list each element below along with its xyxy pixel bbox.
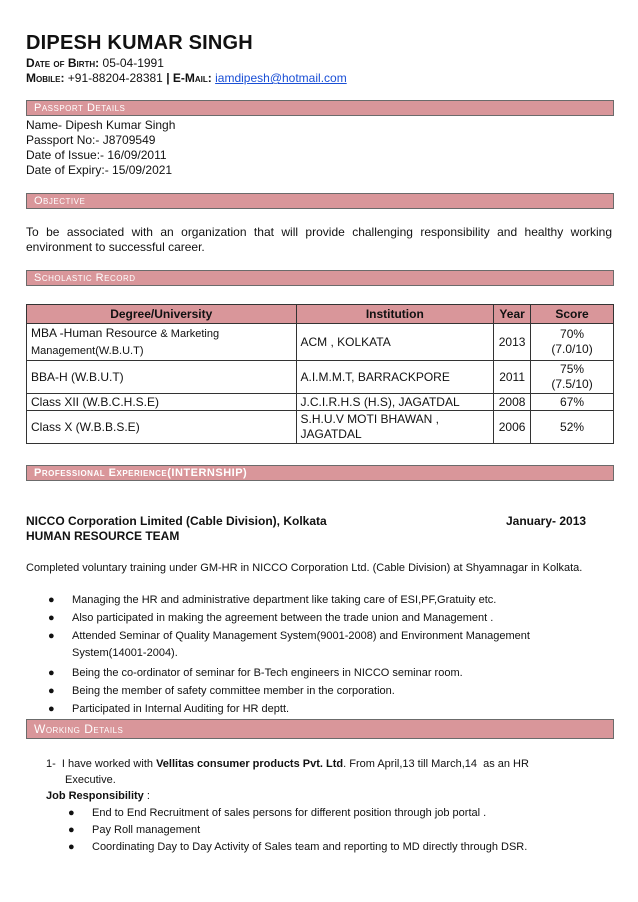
email-link[interactable]: iamdipesh@hotmail.com <box>215 71 347 85</box>
table-row <box>27 411 614 444</box>
score-cell: 52% <box>531 411 614 444</box>
section-bar-passport <box>26 100 614 116</box>
bullet-icon: ● <box>68 807 75 819</box>
working-bullets <box>54 805 594 856</box>
year-cell: 2008 <box>494 394 531 411</box>
list-item <box>54 839 594 856</box>
list-item-text: Participated in Internal Auditing for HR deptt. <box>72 703 290 715</box>
section-heading-objective: Objective <box>34 195 86 207</box>
section-heading-experience: Professional Experience(INTERNSHIP) <box>34 467 248 479</box>
score-cgpa: (7.0/10) <box>551 342 593 356</box>
internship-date: January- 2013 <box>506 514 587 528</box>
list-item-text: Pay Roll management <box>92 824 201 836</box>
score-cell <box>531 361 614 394</box>
institution-text: JAGATDAL <box>300 427 362 441</box>
score-cell: 67% <box>531 394 614 411</box>
list-item-text: Being the co-ordinator of seminar for B-Tech engineers in NICCO seminar room. <box>72 667 463 679</box>
section-bar-objective <box>26 193 614 209</box>
mobile-label: Mobile: <box>26 71 65 85</box>
list-item-text: Attended Seminar of Quality Management System(9001-2008) and Environment Management System(14001-2004). <box>72 630 530 659</box>
working-item-prefix: 1- I have worked with <box>46 758 157 770</box>
list-item <box>34 683 564 700</box>
mobile-value: +91-88204-28381 <box>64 71 163 85</box>
dob-line <box>26 56 164 70</box>
company-name: NICCO Corporation Limited (Cable Division), Kolkata <box>26 514 327 528</box>
bullet-icon: ● <box>48 685 55 697</box>
section-heading-passport: Passport Details <box>34 102 126 114</box>
section-bar-working <box>26 719 614 739</box>
job-responsibility-line <box>46 790 150 802</box>
year-cell: 2006 <box>494 411 531 444</box>
section-heading-working: Working Details <box>34 722 124 736</box>
section-heading-scholastic: Scholastic Record <box>34 272 136 284</box>
contact-separator: | <box>162 71 173 85</box>
passport-number: Passport No:- J8709549 <box>26 133 156 147</box>
degree-text: & Marketing <box>160 328 220 340</box>
table-row <box>27 394 614 411</box>
bullet-icon: ● <box>68 841 75 853</box>
section-bar-experience <box>26 465 614 481</box>
col-header-degree: Degree/University <box>27 305 297 324</box>
bullet-icon: ● <box>48 667 55 679</box>
candidate-name: DIPESH KUMAR SINGH <box>26 32 253 54</box>
list-item <box>34 628 564 662</box>
contact-line <box>26 71 347 85</box>
score-cell <box>531 324 614 361</box>
working-item-line1 <box>46 758 529 770</box>
col-header-institution: Institution <box>296 305 494 324</box>
bullet-icon: ● <box>48 703 55 715</box>
score-percent: 70% <box>560 327 585 341</box>
working-company: Vellitas consumer products Pvt. Ltd <box>156 758 344 770</box>
list-item-text: Being the member of safety committee member in the corporation. <box>72 685 395 697</box>
list-item-text: End to End Recruitment of sales persons for different position through job portal . <box>92 807 487 819</box>
list-item-text: Coordinating Day to Day Activity of Sales team and reporting to MD directly through DSR. <box>92 841 528 853</box>
degree-cell: BBA-H (W.B.U.T) <box>27 361 297 394</box>
objective-text: To be associated with an organization that will provide challenging responsibility and healthy working environment to successful career. <box>26 225 612 254</box>
job-responsibility-label: Job Responsibility <box>46 790 144 802</box>
table-header-row <box>27 305 614 324</box>
working-item-line2: Executive. <box>65 774 116 786</box>
table-row <box>27 361 614 394</box>
job-responsibility-colon: : <box>143 790 150 802</box>
bullet-icon: ● <box>48 612 55 624</box>
passport-issue-date: Date of Issue:- 16/09/2011 <box>26 148 167 162</box>
team-name: HUMAN RESOURCE TEAM <box>26 529 180 543</box>
email-label: E-Mail: <box>172 71 212 85</box>
degree-cell: Class X (W.B.B.S.E) <box>27 411 297 444</box>
institution-cell <box>296 411 494 444</box>
list-item <box>34 665 564 682</box>
passport-name: Name- Dipesh Kumar Singh <box>26 118 176 132</box>
degree-cell <box>27 324 297 361</box>
experience-bullets <box>34 592 564 718</box>
score-cgpa: (7.5/10) <box>551 377 593 391</box>
col-header-year: Year <box>494 305 531 324</box>
list-item-text: Managing the HR and administrative department like taking care of ESI,PF,Gratuity etc. <box>72 594 497 606</box>
scholastic-table <box>26 304 614 444</box>
institution-cell: A.I.M.M.T, BARRACKPORE <box>296 361 494 394</box>
section-bar-scholastic <box>26 270 614 286</box>
degree-cell: Class XII (W.B.C.H.S.E) <box>27 394 297 411</box>
degree-text: Management(W.B.U.T) <box>31 345 144 357</box>
internship-intro: Completed voluntary training under GM-HR in NICCO Corporation Ltd. (Cable Division) at Shyamnagar in Kolkata. <box>26 562 583 574</box>
table-row <box>27 324 614 361</box>
institution-cell: ACM , KOLKATA <box>296 324 494 361</box>
working-item-suffix: . From April,13 till March,14 as an HR <box>343 758 529 770</box>
score-percent: 75% <box>560 362 585 376</box>
dob-label: Date of Birth: <box>26 56 100 70</box>
year-cell: 2013 <box>494 324 531 361</box>
year-cell: 2011 <box>494 361 531 394</box>
bullet-icon: ● <box>68 824 75 836</box>
list-item-text: Also participated in making the agreement between the trade union and Management . <box>72 612 494 624</box>
institution-cell: J.C.I.R.H.S (H.S), JAGATDAL <box>296 394 494 411</box>
list-item <box>34 701 564 718</box>
institution-text: S.H.U.V MOTI BHAWAN , <box>300 412 439 426</box>
list-item <box>34 592 564 609</box>
bullet-icon: ● <box>48 594 55 606</box>
bullet-icon: ● <box>48 630 55 642</box>
passport-expiry-date: Date of Expiry:- 15/09/2021 <box>26 163 173 177</box>
degree-text: MBA -Human Resource <box>31 326 161 340</box>
list-item <box>54 822 594 839</box>
list-item <box>54 805 594 822</box>
list-item <box>34 610 564 627</box>
col-header-score: Score <box>531 305 614 324</box>
dob-value: 05-04-1991 <box>99 56 164 70</box>
